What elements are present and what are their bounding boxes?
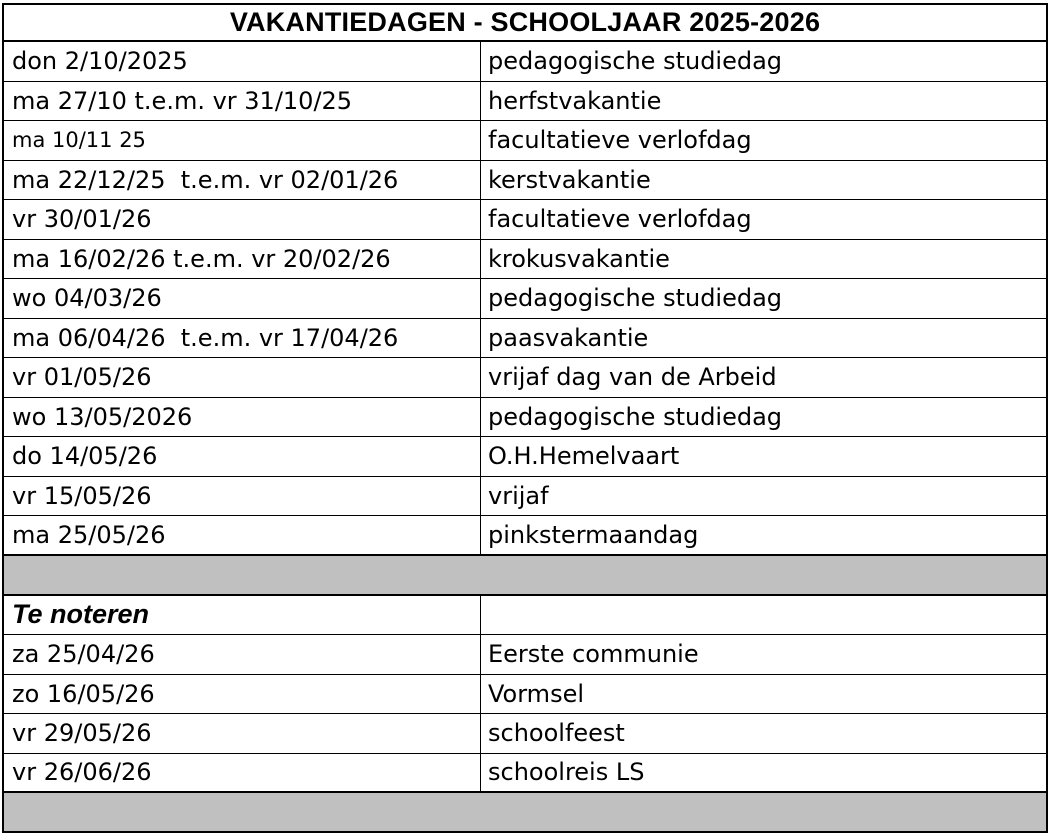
description-cell: Eerste communie xyxy=(488,640,699,669)
date-cell: ma 10/11 25 xyxy=(4,121,481,160)
table-title: VAKANTIEDAGEN - SCHOOLJAAR 2025-2026 xyxy=(4,5,1046,42)
description-cell: krokusvakantie xyxy=(488,244,670,273)
vakantiedagen-list xyxy=(4,42,1046,556)
table-row xyxy=(4,358,1046,398)
table-row xyxy=(4,121,1046,161)
date-cell: ma 16/02/26 t.e.m. vr 20/02/26 xyxy=(4,240,481,279)
description-cell: kerstvakantie xyxy=(488,165,651,194)
section-heading: Te noteren xyxy=(4,596,481,635)
table-row xyxy=(4,398,1046,438)
description-cell: schoolfeest xyxy=(488,719,625,748)
date-cell: vr 30/01/26 xyxy=(4,200,481,239)
table-row xyxy=(4,279,1046,319)
date-cell: zo 16/05/26 xyxy=(4,675,481,714)
date-cell: za 25/04/26 xyxy=(4,635,481,674)
date-cell: vr 26/06/26 xyxy=(4,754,481,792)
description-cell: herfstvakantie xyxy=(488,86,662,115)
table-row xyxy=(4,477,1046,517)
date-cell: wo 04/03/26 xyxy=(4,279,481,318)
separator-band xyxy=(4,556,1046,596)
date-cell: wo 13/05/2026 xyxy=(4,398,481,437)
date-cell: ma 25/05/26 xyxy=(4,516,481,554)
date-cell: ma 27/10 t.e.m. vr 31/10/25 xyxy=(4,82,481,121)
table-row xyxy=(4,635,1046,675)
description-cell: vrijaf dag van de Arbeid xyxy=(488,363,777,392)
vakantiedagen-table xyxy=(2,3,1048,833)
table-row xyxy=(4,240,1046,280)
description-cell: vrijaf xyxy=(488,481,549,510)
table-row xyxy=(4,754,1046,794)
table-row xyxy=(4,200,1046,240)
description-cell: facultatieve verlofdag xyxy=(488,205,752,234)
description-cell: Vormsel xyxy=(488,679,584,708)
description-cell: pedagogische studiedag xyxy=(488,284,783,313)
description-cell: schoolreis LS xyxy=(488,758,645,787)
description-cell: facultatieve verlofdag xyxy=(488,126,752,155)
empty-cell xyxy=(481,596,1046,635)
description-cell: O.H.Hemelvaart xyxy=(488,442,680,471)
description-cell: pedagogische studiedag xyxy=(488,402,783,431)
table-row xyxy=(4,161,1046,201)
date-cell: vr 29/05/26 xyxy=(4,714,481,753)
table-row xyxy=(4,516,1046,556)
date-cell: do 14/05/26 xyxy=(4,437,481,476)
separator-band-bottom xyxy=(4,793,1046,833)
table-row xyxy=(4,714,1046,754)
description-cell: pedagogische studiedag xyxy=(488,47,783,76)
table-row xyxy=(4,437,1046,477)
description-cell: paasvakantie xyxy=(488,323,649,352)
table-row xyxy=(4,319,1046,359)
table-row xyxy=(4,82,1046,122)
te-noteren-list xyxy=(4,635,1046,793)
date-cell: ma 22/12/25 t.e.m. vr 02/01/26 xyxy=(4,161,481,200)
description-cell: pinkstermaandag xyxy=(488,520,699,549)
section-header-row xyxy=(4,596,1046,636)
date-cell: ma 06/04/26 t.e.m. vr 17/04/26 xyxy=(4,319,481,358)
table-row xyxy=(4,675,1046,715)
date-cell: vr 15/05/26 xyxy=(4,477,481,516)
date-cell: vr 01/05/26 xyxy=(4,358,481,397)
date-cell: don 2/10/2025 xyxy=(4,42,481,81)
table-row xyxy=(4,42,1046,82)
